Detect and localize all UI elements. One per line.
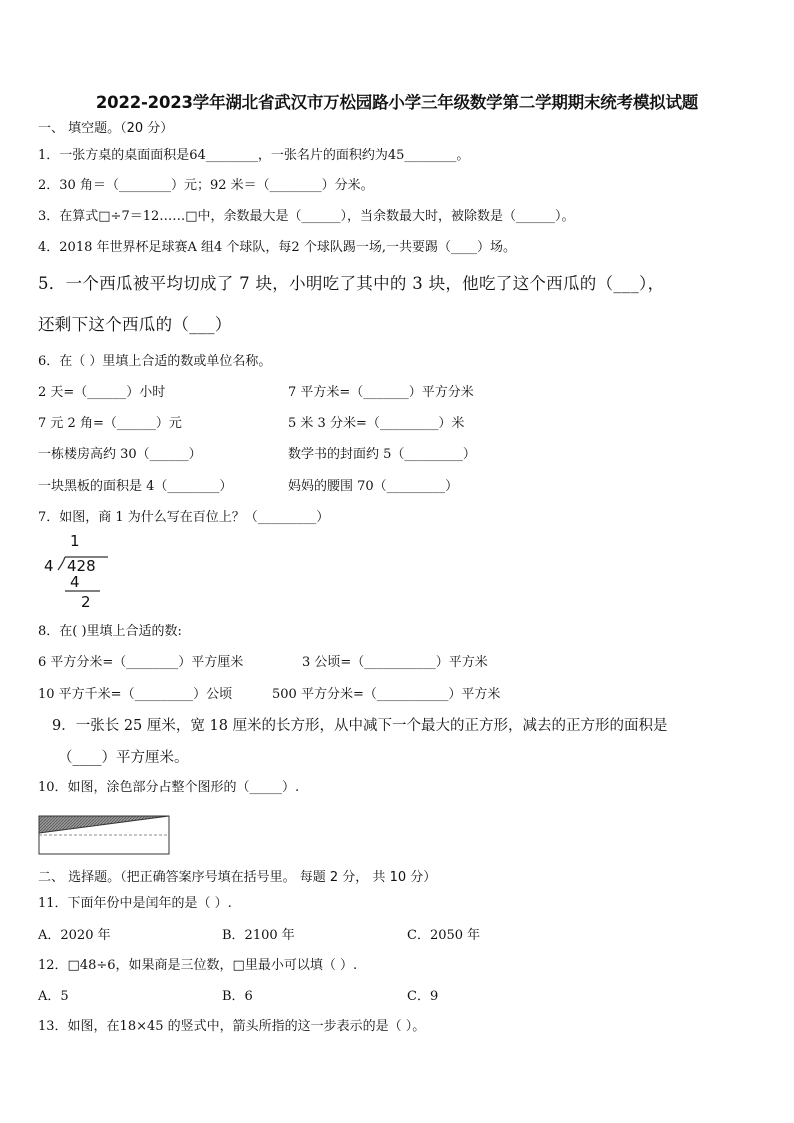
question-2: 2．30 角＝（________）元；92 米＝（________）分米。 [38, 178, 374, 193]
question-10: 10．如图，涂色部分占整个图形的（_____）. [38, 780, 300, 795]
question-11: 11．下面年份中是闰年的是（ ）. [38, 896, 232, 911]
page-title: 2022-2023学年湖北省武汉市万松园路小学三年级数学第二学期期末统考模拟试题 [95, 93, 699, 112]
question-12-option-b: B．6 [222, 989, 253, 1004]
question-5-line-2: 还剩下这个西瓜的（___） [38, 315, 232, 334]
question-13: 13．如图，在18×45 的竖式中，箭头所指的这一步表示的是（ ）。 [38, 1019, 426, 1034]
question-6-item: 7 平方米=（_______）平方分米 [288, 385, 474, 400]
question-7: 7．如图，商 1 为什么写在百位上？（_________） [38, 510, 330, 525]
question-11-option-a: A．2020 年 [38, 928, 111, 943]
question-3: 3．在算式□÷7＝12……□中，余数最大是（______），当余数最大时，被除数是（______）。 [38, 209, 575, 224]
division-quotient: 1 [70, 532, 80, 550]
question-12-option-c: C．9 [407, 989, 439, 1004]
question-6-item: 一块黑板的面积是 4（________） [38, 479, 233, 494]
question-6-item: 7 元 2 角=（______）元 [38, 416, 182, 431]
question-12: 12．□48÷6，如果商是三位数，□里最小可以填（ ）. [38, 958, 358, 973]
question-1: 1．一张方桌的桌面面积是64________，一张名片的面积约为45________。 [38, 148, 470, 163]
question-6-item: 数学书的封面约 5（_________） [288, 447, 476, 462]
question-6-item: 妈妈的腰围 70（_________） [288, 479, 459, 494]
division-product: 4 [70, 573, 80, 591]
question-4: 4．2018 年世界杯足球赛A 组4 个球队，每2 个球队踢一场,一共要踢（____）场。 [38, 240, 516, 255]
question-12-option-a: A．5 [38, 989, 69, 1004]
division-dividend: 428 [67, 557, 96, 575]
question-8: 8．在( )里填上合适的数: [38, 624, 182, 639]
shaded-rectangle-figure [37, 813, 173, 857]
section-fill-blank-heading: 一、 填空题。（20 分） [38, 121, 174, 136]
question-8-item: 10 平方千米=（_________）公顷 [38, 687, 233, 702]
question-6-item: 一栋楼房高约 30（______） [38, 447, 202, 462]
question-11-option-c: C．2050 年 [407, 928, 481, 943]
question-6: 6．在（ ）里填上合适的数或单位名称。 [38, 354, 272, 369]
division-remainder: 2 [81, 593, 91, 611]
division-divisor: 4 [44, 557, 54, 575]
question-8-item: 6 平方分米=（________）平方厘米 [38, 655, 244, 670]
question-9-line-1: 9．一张长 25 厘米，宽 18 厘米的长方形，从中减下一个最大的正方形，减去的正方形的面积是 [52, 718, 668, 734]
question-8-item: 500 平方分米=（___________）平方米 [272, 687, 501, 702]
question-11-option-b: B．2100 年 [222, 928, 295, 943]
section-multiple-choice-heading: 二、 选择题。（把正确答案序号填在括号里。 每题 2 分， 共 10 分） [38, 870, 437, 885]
question-6-item: 2 天=（______）小时 [38, 385, 166, 400]
question-5-line-1: 5．一个西瓜被平均切成了 7 块，小明吃了其中的 3 块，他吃了这个西瓜的（___）， [38, 274, 665, 293]
question-8-item: 3 公顷=（___________）平方米 [302, 655, 488, 670]
question-9-line-2: （____）平方厘米。 [58, 750, 189, 766]
question-6-item: 5 米 3 分米=（_________）米 [288, 416, 465, 431]
